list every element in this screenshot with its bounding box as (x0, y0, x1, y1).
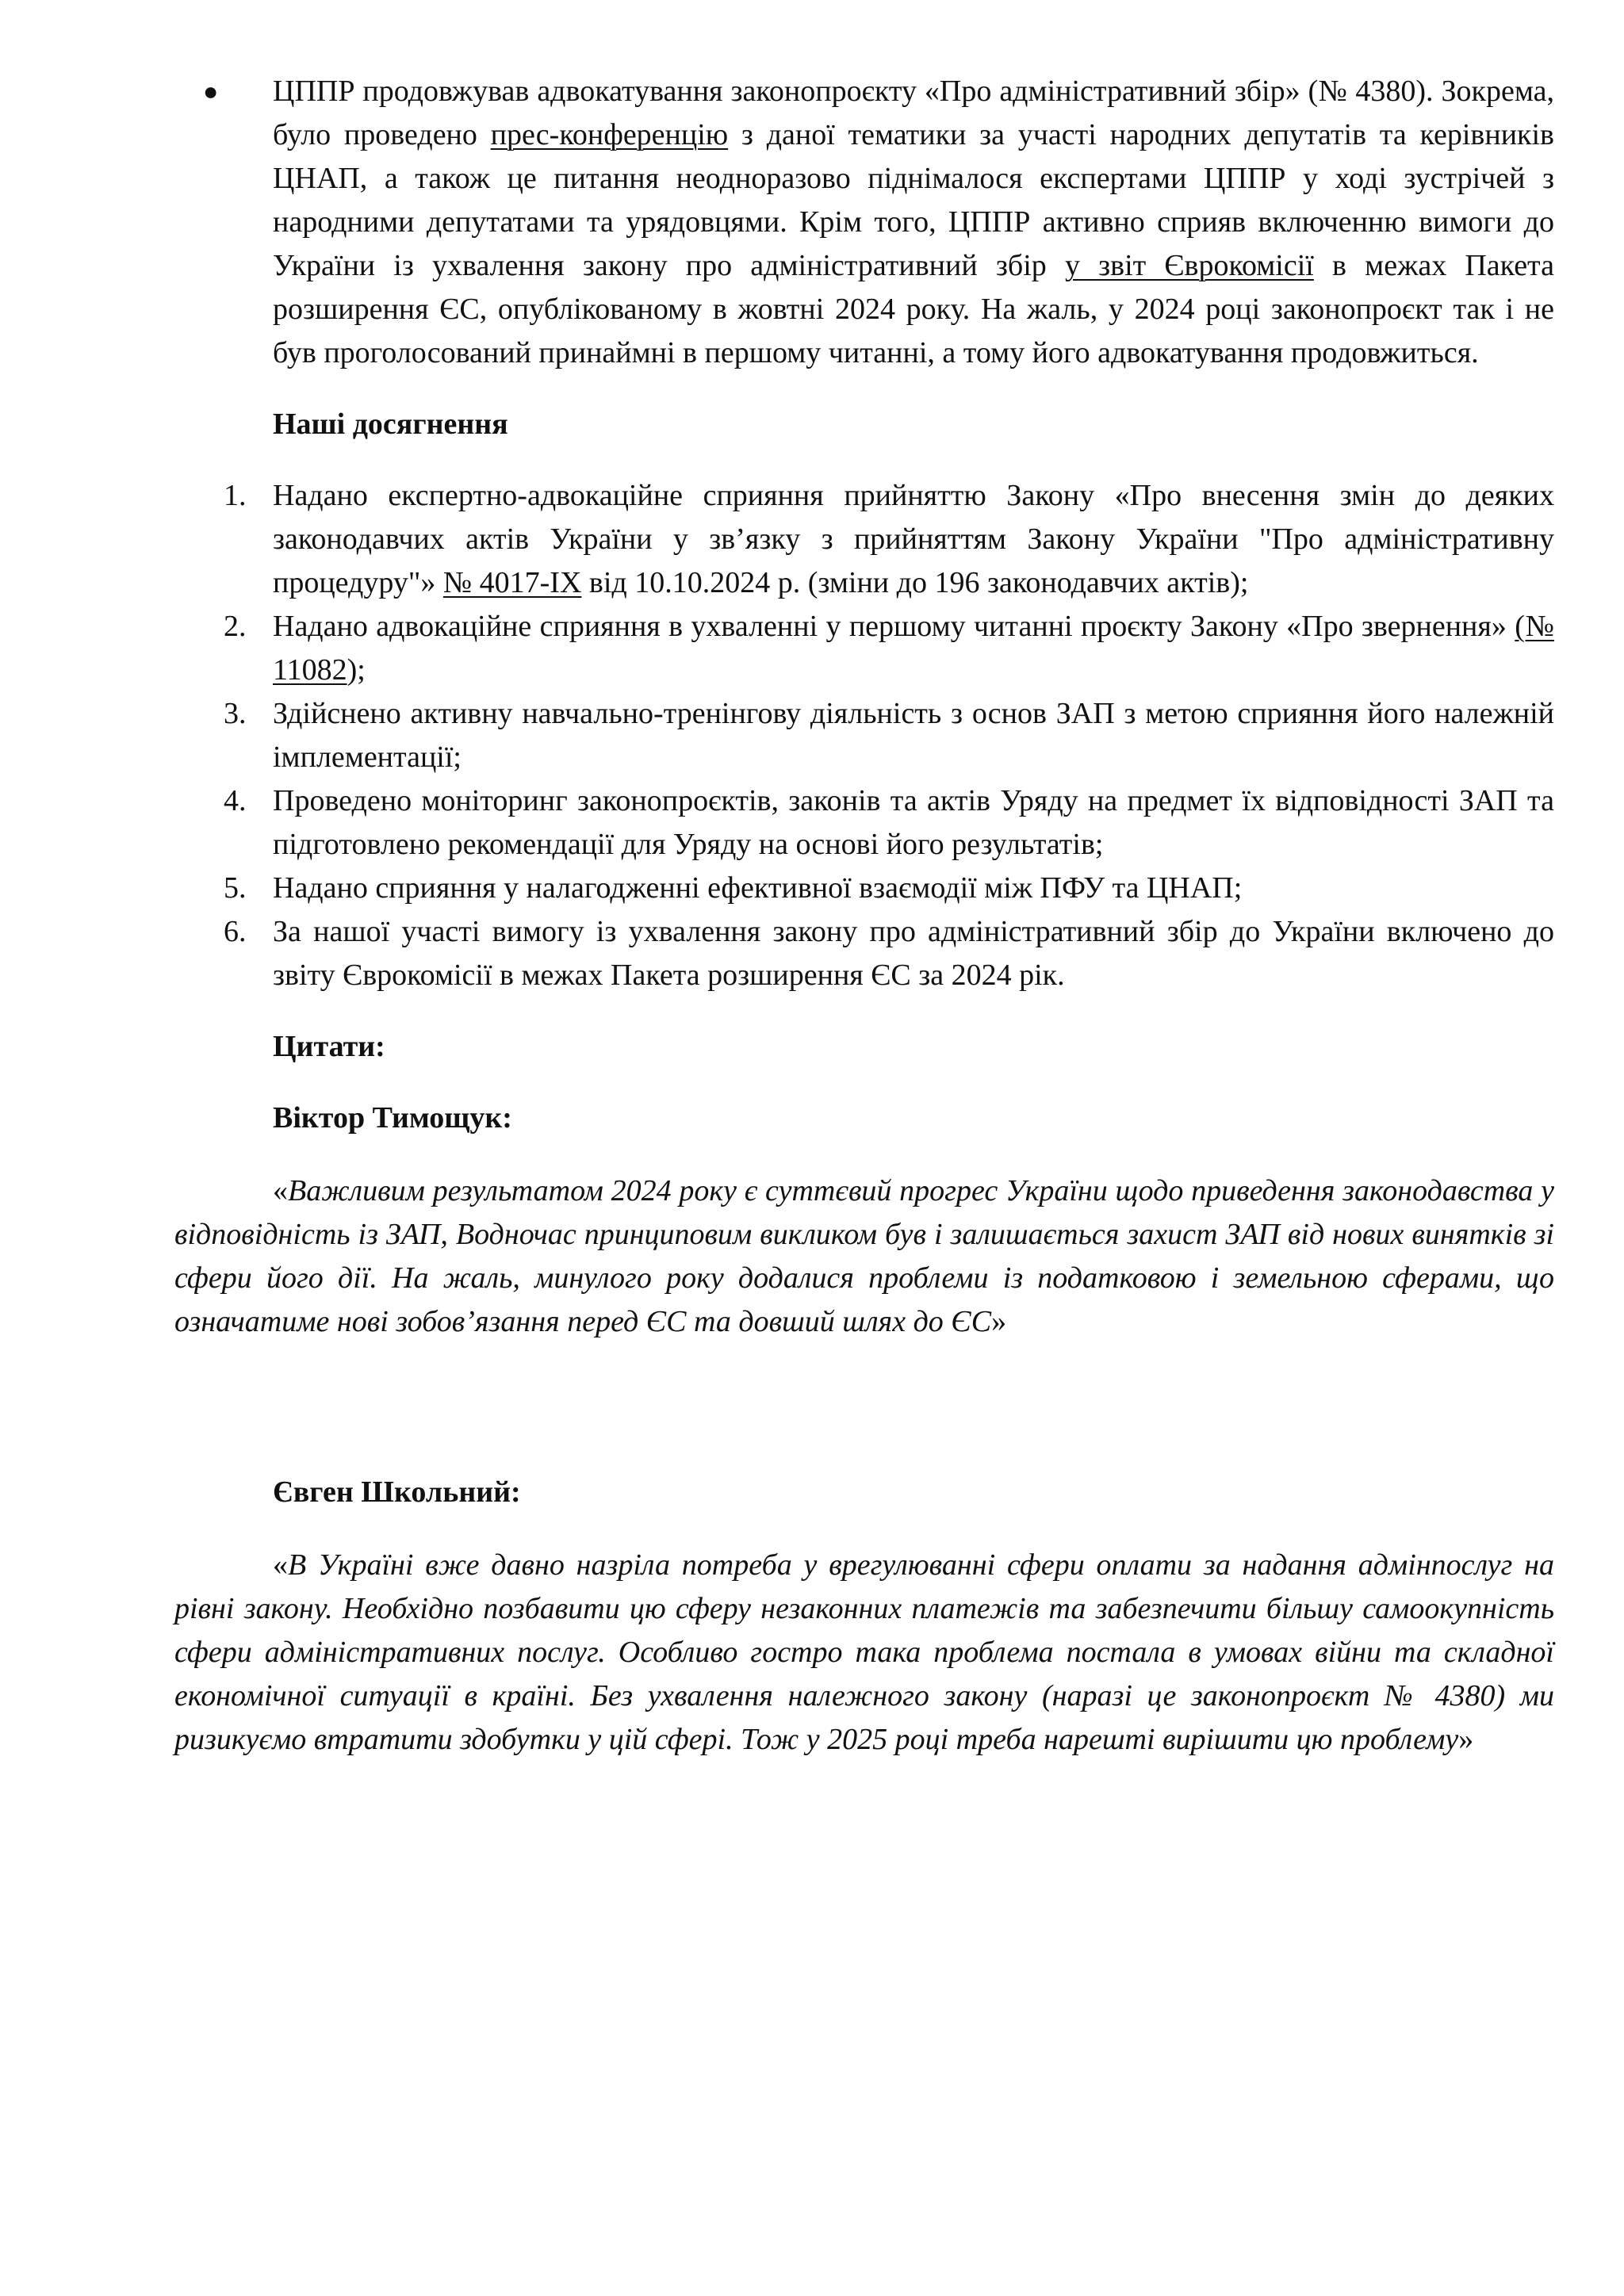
list-item (174, 910, 1554, 997)
quote-open-mark: « (273, 1548, 288, 1582)
achievements-heading: Наші досягнення (273, 408, 508, 441)
document-content (174, 70, 1554, 1762)
list-item-number: 3. (224, 697, 247, 730)
quote-open-mark: « (273, 1174, 288, 1207)
list-item-text-part: Надано адвокаційне сприяння в ухваленні у першому читанні проєкту Закону «Про звернення» (273, 610, 1515, 643)
quote-close-mark: » (1458, 1723, 1474, 1756)
list-item-number: 5. (224, 871, 247, 905)
advocacy-bullet-paragraph (174, 70, 1554, 375)
list-item-text (273, 605, 1554, 692)
quote-author-shkolnyi: Євген Школьний: (273, 1475, 521, 1509)
quote-text-timoshchuk (174, 1169, 1554, 1344)
list-item-number: 2. (224, 610, 247, 643)
list-item-text-part: від 10.10.2024 р. (зміни до 196 законодавчих актів); (581, 566, 1249, 599)
bullet-text-part: з даної тематики за участі народних депутатів та керівників ЦНАП, а також це питання неодноразово піднімалося експертами ЦППР у ході зустрічей з народними депутатами та урядовцями. Крім того, ЦППР активно сприяв включенню вимоги до України із ухвалення закону про адміністративний збір (273, 118, 1554, 282)
quote-author-timoshchuk: Віктор Тимощук: (273, 1101, 512, 1135)
quote-body: Важливим результатом 2024 року є суттєвий прогрес України щодо приведення законодавства у відповідність із ЗАП, Водночас принциповим викликом був і залишається захист ЗАП від нових винятків зі сфери його дії. На жаль, минулого року додалися проблеми із податковою і земельною сферами, що означатиме нові зобов’язання перед ЄС та довший шлях до ЄС (174, 1174, 1554, 1338)
bullet-text-part: в межах Пакета розширення ЄС, опублікованому в жовтні 2024 року. На жаль, у 2024 році законопроєкт так і не був проголосований принаймні в першому читанні, а тому його адвокатування продовжиться. (273, 249, 1554, 369)
ec-report-link[interactable]: у звіт Єврокомісії (1064, 249, 1314, 282)
list-item-number: 1. (224, 479, 247, 512)
list-item-text-part: Надано експертно-адвокаційне сприяння прийняттю Закону «Про внесення змін до деяких законодавчих актів України у зв’язку з прийняттям Закону України "Про адміністративну процедуру"» (273, 479, 1554, 599)
bullet-text-part: ЦППР продовжував адвокатування законопроєкту «Про адміністративний збір» (№ 4380). Зокрема, було проведено (273, 75, 1554, 151)
list-item-number: 4. (224, 784, 247, 817)
bullet-icon: ● (203, 77, 219, 105)
quote-close-mark: » (991, 1305, 1007, 1338)
quote-body: В Україні вже давно назріла потреба у врегулюванні сфери оплати за надання адмінпослуг на рівні закону. Необхідно позбавити цю сферу незаконних платежів та забезпечити більшу самоокупність сфери адміністративних послуг. Особливо гостро така проблема постала в умовах війни та складної економічної ситуації в країні. Без ухвалення належного закону (наразі це законопроєкт № 4380) ми ризикуємо втратити здобутки у цій сфері. Тож у 2025 році треба нарешті вирішити цю проблему (174, 1548, 1554, 1756)
list-item-text: За нашої участі вимогу із ухвалення закону про адміністративний збір до України включено до звіту Єврокомісії в межах Пакета розширення ЄС за 2024 рік. (273, 915, 1554, 992)
quotes-heading: Цитати: (273, 1030, 385, 1063)
list-item-text-part: ); (347, 653, 366, 687)
list-item (174, 867, 1554, 910)
list-item-number: 6. (224, 915, 247, 948)
list-item-text: Надано сприяння у налагодженні ефективної взаємодії між ПФУ та ЦНАП; (273, 871, 1243, 905)
bullet-text (273, 70, 1554, 375)
list-item (174, 605, 1554, 692)
list-item (174, 779, 1554, 867)
press-conference-link[interactable]: прес-конференцію (490, 118, 729, 151)
list-item-text: Здійснено активну навчально-тренінгову діяльність з основ ЗАП з метою сприяння його належній імплементації; (273, 697, 1554, 774)
achievements-list (174, 474, 1554, 997)
quote-text-shkolnyi (174, 1544, 1554, 1762)
list-item (174, 474, 1554, 605)
law-4017-link[interactable]: № 4017-IX (442, 566, 582, 599)
list-item (174, 692, 1554, 779)
list-item-text: Проведено моніторинг законопроєктів, законів та актів Уряду на предмет їх відповідності ЗАП та підготовлено рекомендації для Уряду на основі його результатів; (273, 784, 1554, 861)
list-item-text (273, 474, 1554, 605)
bill-11082-link[interactable]: (№ 11082 (273, 610, 1554, 687)
